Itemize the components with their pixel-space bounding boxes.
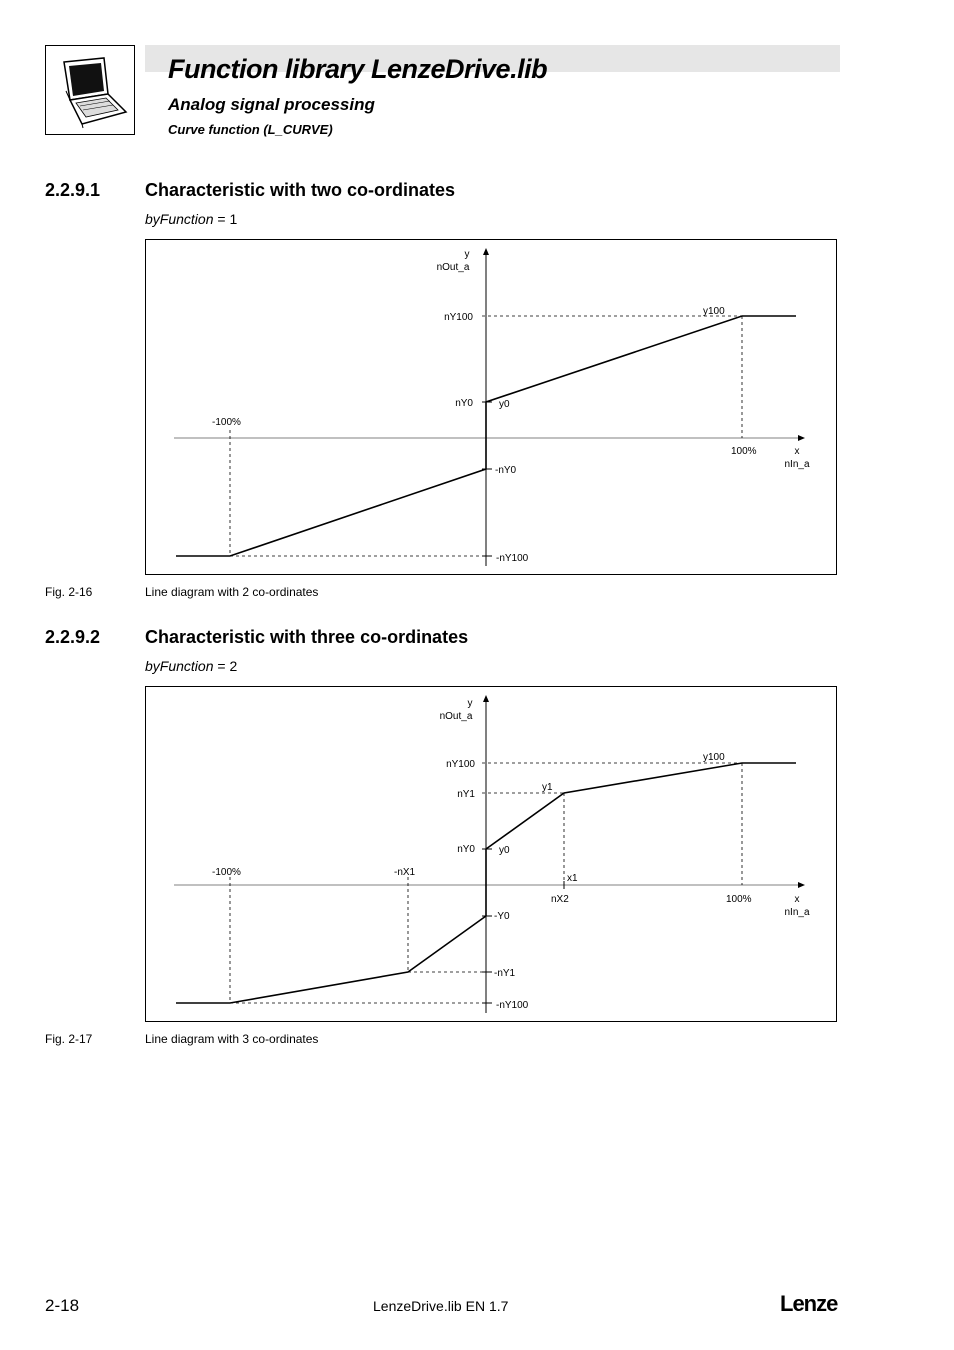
y1-label: y1 <box>542 782 553 793</box>
neg100-label: -100% <box>212 867 241 878</box>
laptop-icon <box>45 45 135 135</box>
pos100-label: 100% <box>726 894 752 905</box>
y-axis-label: y <box>467 698 473 709</box>
line-diagram-2-coordinates <box>145 239 837 575</box>
line-diagram-3-coordinates <box>145 686 837 1022</box>
section-heading: Characteristic with two co-ordinates <box>145 180 456 200</box>
x1-label: x1 <box>567 873 578 884</box>
byfunction-line <box>145 211 237 227</box>
x-axis-name: nIn_a <box>784 907 810 918</box>
page-number: 2-18 <box>45 1296 80 1315</box>
neg-ny100-label: -nY100 <box>496 1000 529 1011</box>
ny100-label: nY100 <box>444 312 473 323</box>
document-id: LenzeDrive.lib EN 1.7 <box>373 1298 509 1314</box>
x-axis-label: x <box>794 894 800 905</box>
ny0-label: nY0 <box>455 398 473 409</box>
page-title: Function library LenzeDrive.lib <box>168 54 548 84</box>
brand-logo: Lenze <box>780 1291 838 1316</box>
y0-label: y0 <box>499 399 510 410</box>
x-axis-arrow <box>798 435 805 441</box>
byfunction-value: = 1 <box>213 211 238 227</box>
byfunction-label: byFunction <box>145 658 214 674</box>
y-axis-label: y <box>464 249 470 260</box>
axis-ticks <box>482 402 492 556</box>
figure-number: Fig. 2-16 <box>45 585 93 599</box>
neg-y0-label: -Y0 <box>494 911 510 922</box>
y-axis-name: nOut_a <box>439 711 473 722</box>
byfunction-label: byFunction <box>145 211 214 227</box>
neg-ny100-label: -nY100 <box>496 553 529 564</box>
nx2-label: nX2 <box>551 894 569 905</box>
byfunction-line <box>145 658 237 674</box>
section-heading: Characteristic with three co-ordinates <box>145 627 469 647</box>
neg-nx1-label: -nX1 <box>394 867 416 878</box>
figure-number: Fig. 2-17 <box>45 1032 93 1046</box>
byfunction-value: = 2 <box>213 658 238 674</box>
axis-ticks <box>482 849 564 1003</box>
x-axis-name: nIn_a <box>784 459 810 470</box>
section-number: 2.2.9.2 <box>45 627 101 647</box>
figure-caption: Line diagram with 3 co-ordinates <box>145 1032 319 1046</box>
neg-ny1-label: -nY1 <box>494 968 516 979</box>
x-axis-label: x <box>794 446 800 457</box>
figure-caption: Line diagram with 2 co-ordinates <box>145 585 319 599</box>
section-number: 2.2.9.1 <box>45 180 101 200</box>
y-axis-name: nOut_a <box>436 262 470 273</box>
ny100-label: nY100 <box>446 759 475 770</box>
section-subtitle: Curve function (L_CURVE) <box>168 122 333 137</box>
ny0-label: nY0 <box>457 844 475 855</box>
ny1-label: nY1 <box>457 789 475 800</box>
pos100-label: 100% <box>731 446 757 457</box>
y-axis-arrow <box>483 695 489 702</box>
y100-label: y100 <box>703 306 725 317</box>
x-axis-arrow <box>798 882 805 888</box>
neg-ny0-label: -nY0 <box>495 465 517 476</box>
y0-label: y0 <box>499 845 510 856</box>
y100-label: y100 <box>703 752 725 763</box>
neg100-label: -100% <box>212 417 241 428</box>
y-axis-arrow <box>483 248 489 255</box>
chapter-subtitle: Analog signal processing <box>168 95 375 114</box>
